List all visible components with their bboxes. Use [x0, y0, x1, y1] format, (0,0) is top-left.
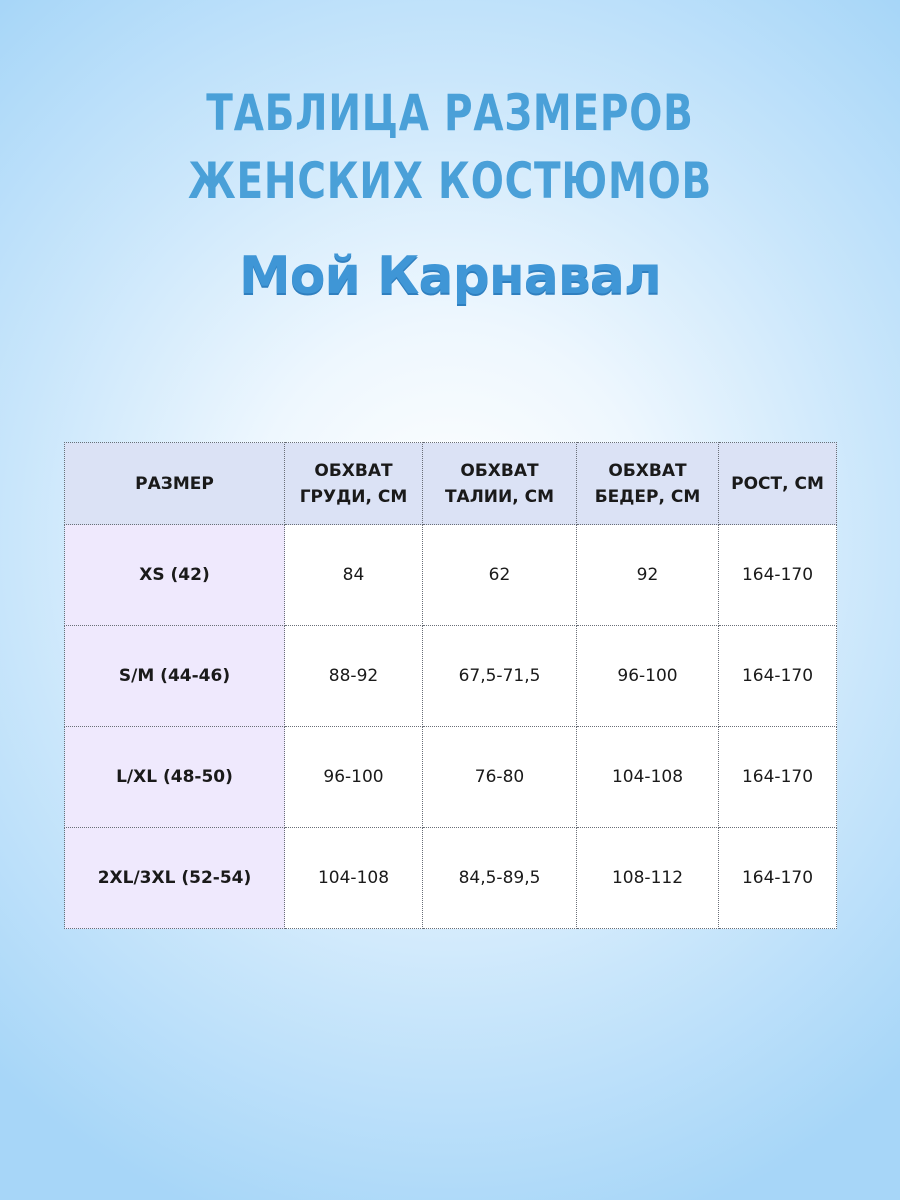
brand-logo: Мой Карнавал — [239, 246, 661, 306]
column-header-chest — [285, 443, 423, 525]
height-cell: 164-170 — [719, 727, 837, 828]
waist-cell: 76-80 — [423, 727, 577, 828]
page-title-line-2: ЖЕНСКИХ КОСТЮМОВ — [187, 152, 713, 210]
column-header-hips-text: ОБХВАТ БЕДЕР, СМ — [594, 460, 701, 507]
table-row — [65, 525, 837, 626]
table-row — [65, 727, 837, 828]
size-cell: L/XL (48-50) — [65, 727, 285, 828]
height-cell: 164-170 — [719, 525, 837, 626]
table-row — [65, 626, 837, 727]
waist-cell: 84,5-89,5 — [423, 828, 577, 929]
hips-cell: 96-100 — [577, 626, 719, 727]
height-cell: 164-170 — [719, 626, 837, 727]
chest-cell: 104-108 — [285, 828, 423, 929]
waist-cell: 62 — [423, 525, 577, 626]
chest-cell: 88-92 — [285, 626, 423, 727]
table-row — [65, 828, 837, 929]
column-header-waist — [423, 443, 577, 525]
table-header-row — [65, 443, 837, 525]
size-cell: 2XL/3XL (52-54) — [65, 828, 285, 929]
column-header-size: РАЗМЕР — [65, 443, 285, 525]
column-header-chest-text: ОБХВАТ ГРУДИ, СМ — [299, 460, 408, 507]
chest-cell: 84 — [285, 525, 423, 626]
column-header-hips — [577, 443, 719, 525]
size-cell: S/M (44-46) — [65, 626, 285, 727]
chest-cell: 96-100 — [285, 727, 423, 828]
hips-cell: 104-108 — [577, 727, 719, 828]
column-header-height: РОСТ, СМ — [719, 443, 837, 525]
page-title-line-1: ТАБЛИЦА РАЗМЕРОВ — [206, 84, 694, 142]
size-table — [64, 442, 837, 929]
height-cell: 164-170 — [719, 828, 837, 929]
hips-cell: 92 — [577, 525, 719, 626]
column-header-waist-text: ОБХВАТ ТАЛИИ, СМ — [444, 460, 555, 507]
size-cell: XS (42) — [65, 525, 285, 626]
waist-cell: 67,5-71,5 — [423, 626, 577, 727]
hips-cell: 108-112 — [577, 828, 719, 929]
